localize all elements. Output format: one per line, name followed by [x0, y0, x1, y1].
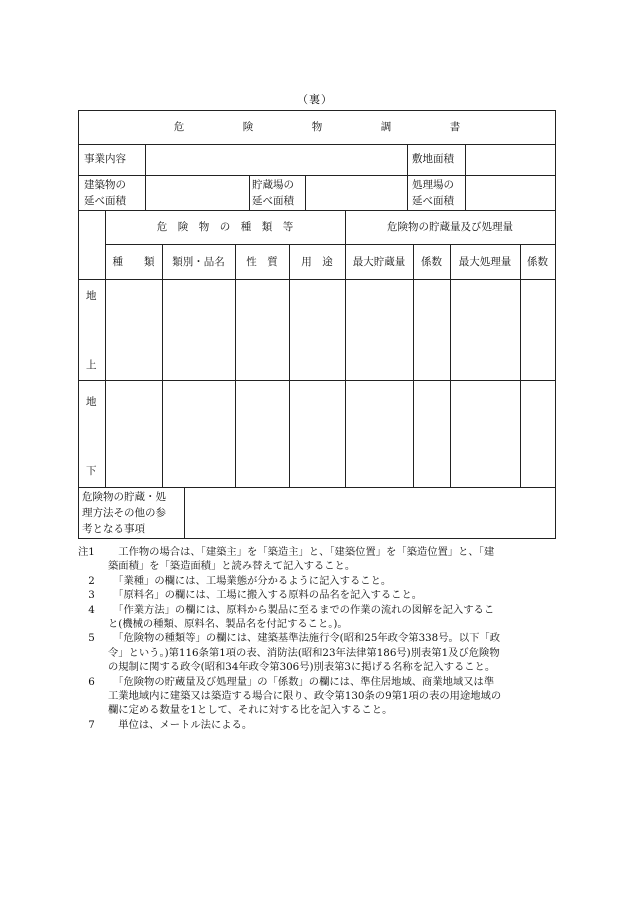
note-number: 4: [78, 603, 95, 616]
storage-floor-area-label: 貯蔵場の: [252, 179, 294, 191]
table-rule: [78, 144, 556, 145]
processing-floor-area-label: 処理場の: [412, 179, 454, 191]
note-number: 3: [78, 589, 95, 602]
note-number: 注1: [78, 546, 95, 558]
processing-floor-area-label-2: 延べ面積: [412, 195, 454, 207]
table-border-top: [78, 110, 556, 111]
note-line: 令」という。)第116条第1項の表、消防法(昭和23年法律第186号)別表第1及び危険物: [108, 646, 500, 659]
remarks-label-line-1: 危険物の貯蔵・処: [82, 491, 166, 503]
column-header-max-storage: 最大貯蔵量: [352, 256, 406, 268]
table-border-bottom: [78, 538, 556, 539]
kinds-group-header: 危 険 物 の 種 類 等: [156, 221, 294, 233]
note-4: [78, 603, 560, 632]
note-line: 「業種」の欄には、工場業態が分かるように記入すること。: [108, 574, 392, 587]
table-rule: [78, 175, 556, 176]
note-line: 「作業方法」の欄には、原料から製品に至るまでの作業の流れの図解を記入するこ: [108, 603, 495, 616]
storage-floor-area-label-2: 延べ面積: [252, 195, 294, 207]
remarks-label-line-3: 考となる事項: [82, 523, 145, 535]
site-area-label: 敷地面積: [412, 153, 454, 165]
table-rule: [450, 244, 451, 487]
note-number: 5: [78, 632, 95, 645]
note-line: の規制に関する政令(昭和34年政令第306号)別表第3に掲げる名称を記入すること。: [108, 661, 496, 674]
table-rule: [78, 210, 556, 211]
above-ground-label-bottom: 上: [86, 359, 97, 371]
note-line: 単位は、メートル法による。: [108, 718, 253, 731]
table-rule: [407, 144, 408, 210]
column-header-coefficient-2: 係数: [527, 256, 548, 268]
note-6: [78, 675, 560, 718]
underground-label-top: 地: [86, 396, 97, 408]
note-1: [78, 545, 560, 574]
note-number: 7: [78, 718, 95, 731]
document-title: 危 険 物 調 書: [173, 121, 485, 133]
table-border-left: [78, 110, 79, 539]
above-ground-label-top: 地: [86, 290, 97, 302]
note-7: [78, 718, 560, 732]
table-rule: [345, 210, 346, 487]
note-5: [78, 631, 560, 674]
column-header-property: 性 質: [246, 256, 278, 268]
column-header-max-processing: 最大処理量: [458, 256, 512, 268]
table-border-right: [555, 110, 556, 539]
table-rule: [78, 487, 556, 488]
table-rule: [289, 244, 290, 487]
table-rule: [145, 144, 146, 210]
table-rule: [465, 144, 466, 210]
table-rule: [413, 244, 414, 487]
column-header-coefficient: 係数: [421, 256, 442, 268]
page-header: （裏）: [297, 93, 333, 106]
table-rule: [78, 380, 556, 381]
business-content-label: 事業内容: [84, 153, 126, 165]
note-line: 「危険物の貯蔵量及び処理量」の「係数」の欄には、準住居地域、商業地域又は準: [108, 675, 495, 688]
note-line: 工業地域内に建築又は築造する場合に限り、政令第130条の9第1項の表の用途地域の: [108, 690, 502, 703]
table-rule: [249, 175, 250, 210]
remarks-label-line-2: 理方法その他の参: [82, 507, 166, 519]
table-rule: [105, 210, 106, 487]
table-rule: [162, 244, 163, 487]
note-line: 工作物の場合は、「建築主」を「築造主」と、「建築位置」を「築造位置」と、「建: [108, 546, 495, 558]
table-rule: [235, 244, 236, 487]
note-3: [78, 588, 560, 602]
column-header-kind: 種 類: [112, 256, 155, 268]
building-floor-area-label: 建築物の: [84, 179, 126, 191]
amounts-group-header: 危険物の貯蔵量及び処理量: [387, 221, 513, 233]
underground-label-bottom: 下: [86, 465, 97, 477]
table-rule: [78, 279, 556, 280]
table-rule: [305, 175, 306, 210]
table-rule: [184, 487, 185, 538]
building-floor-area-label-2: 延べ面積: [84, 195, 126, 207]
note-line: 「原料名」の欄には、工場に搬入する原料の品名を記入すること。: [108, 589, 423, 602]
note-number: 6: [78, 675, 95, 688]
column-header-category: 類別・品名: [172, 256, 225, 268]
notes: [78, 545, 560, 732]
table-rule: [520, 244, 521, 487]
note-2: [78, 574, 560, 588]
note-line: 欄に定める数量を1として、それに対する比を記入すること。: [108, 704, 393, 717]
note-line: と(機械の種類、原料名、製品名を付記すること。)。: [108, 618, 348, 631]
table-rule: [105, 244, 556, 245]
note-line: 「危険物の種類等」の欄には、建築基準法施行令(昭和25年政令第338号。以下「政: [108, 632, 501, 645]
note-line: 築面積」を「築造面積」と読み替えて記入すること。: [108, 560, 356, 573]
column-header-use: 用 途: [301, 256, 333, 268]
note-number: 2: [78, 574, 95, 587]
